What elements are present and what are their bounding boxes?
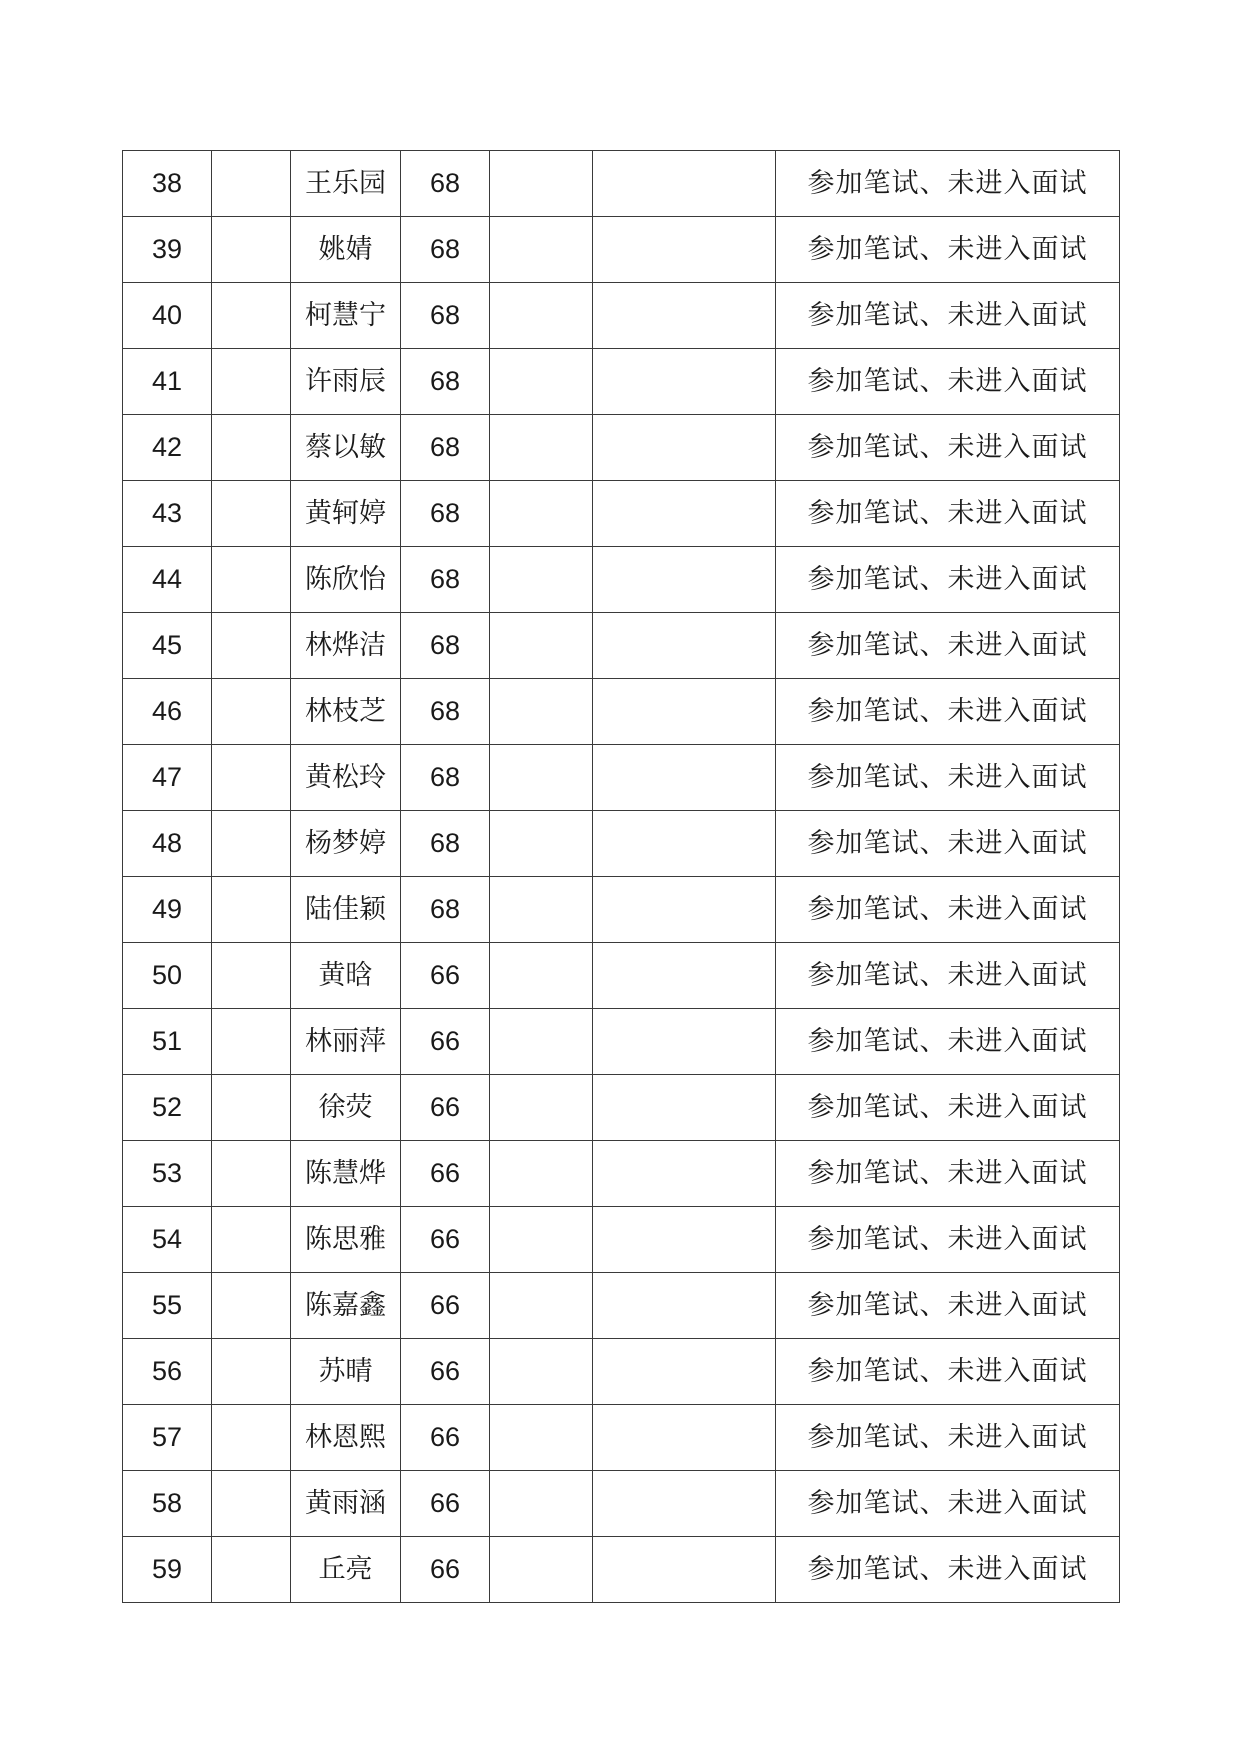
empty-cell bbox=[212, 811, 291, 877]
empty-cell bbox=[593, 1273, 776, 1339]
score-cell: 68 bbox=[401, 877, 490, 943]
empty-cell bbox=[490, 151, 593, 217]
empty-cell bbox=[490, 877, 593, 943]
empty-cell bbox=[212, 1471, 291, 1537]
results-table bbox=[122, 150, 1120, 1603]
score-cell: 68 bbox=[401, 151, 490, 217]
remark-cell: 参加笔试、未进入面试 bbox=[776, 613, 1120, 679]
table-row bbox=[123, 1009, 1120, 1075]
name-cell: 杨梦婷 bbox=[291, 811, 401, 877]
empty-cell bbox=[212, 1009, 291, 1075]
table-row bbox=[123, 415, 1120, 481]
row-number-cell: 38 bbox=[123, 151, 212, 217]
name-cell: 蔡以敏 bbox=[291, 415, 401, 481]
score-cell: 68 bbox=[401, 613, 490, 679]
score-cell: 66 bbox=[401, 1009, 490, 1075]
table-row bbox=[123, 943, 1120, 1009]
table-row bbox=[123, 283, 1120, 349]
row-number-cell: 57 bbox=[123, 1405, 212, 1471]
name-cell: 黄晗 bbox=[291, 943, 401, 1009]
table-row bbox=[123, 1273, 1120, 1339]
empty-cell bbox=[212, 1207, 291, 1273]
score-cell: 68 bbox=[401, 547, 490, 613]
table-row bbox=[123, 349, 1120, 415]
empty-cell bbox=[490, 415, 593, 481]
name-cell: 林恩熙 bbox=[291, 1405, 401, 1471]
empty-cell bbox=[212, 1075, 291, 1141]
score-cell: 68 bbox=[401, 811, 490, 877]
row-number-cell: 40 bbox=[123, 283, 212, 349]
empty-cell bbox=[490, 217, 593, 283]
row-number-cell: 50 bbox=[123, 943, 212, 1009]
remark-cell: 参加笔试、未进入面试 bbox=[776, 1075, 1120, 1141]
empty-cell bbox=[593, 547, 776, 613]
score-cell: 66 bbox=[401, 1339, 490, 1405]
empty-cell bbox=[212, 1537, 291, 1603]
empty-cell bbox=[212, 217, 291, 283]
empty-cell bbox=[593, 1141, 776, 1207]
empty-cell bbox=[593, 151, 776, 217]
empty-cell bbox=[490, 1405, 593, 1471]
remark-cell: 参加笔试、未进入面试 bbox=[776, 1471, 1120, 1537]
empty-cell bbox=[212, 613, 291, 679]
remark-cell: 参加笔试、未进入面试 bbox=[776, 349, 1120, 415]
empty-cell bbox=[593, 1537, 776, 1603]
score-cell: 68 bbox=[401, 415, 490, 481]
name-cell: 陈思雅 bbox=[291, 1207, 401, 1273]
row-number-cell: 52 bbox=[123, 1075, 212, 1141]
row-number-cell: 45 bbox=[123, 613, 212, 679]
remark-cell: 参加笔试、未进入面试 bbox=[776, 481, 1120, 547]
remark-cell: 参加笔试、未进入面试 bbox=[776, 547, 1120, 613]
table-row bbox=[123, 811, 1120, 877]
table-row bbox=[123, 481, 1120, 547]
table-row bbox=[123, 1141, 1120, 1207]
row-number-cell: 47 bbox=[123, 745, 212, 811]
table-row bbox=[123, 745, 1120, 811]
empty-cell bbox=[212, 1405, 291, 1471]
row-number-cell: 39 bbox=[123, 217, 212, 283]
table-row bbox=[123, 613, 1120, 679]
row-number-cell: 59 bbox=[123, 1537, 212, 1603]
table-row bbox=[123, 547, 1120, 613]
row-number-cell: 49 bbox=[123, 877, 212, 943]
table-row bbox=[123, 679, 1120, 745]
remark-cell: 参加笔试、未进入面试 bbox=[776, 1273, 1120, 1339]
empty-cell bbox=[593, 481, 776, 547]
name-cell: 姚婧 bbox=[291, 217, 401, 283]
remark-cell: 参加笔试、未进入面试 bbox=[776, 1537, 1120, 1603]
score-cell: 68 bbox=[401, 481, 490, 547]
empty-cell bbox=[593, 1207, 776, 1273]
name-cell: 陆佳颖 bbox=[291, 877, 401, 943]
name-cell: 陈欣怡 bbox=[291, 547, 401, 613]
empty-cell bbox=[212, 1339, 291, 1405]
empty-cell bbox=[490, 481, 593, 547]
empty-cell bbox=[490, 349, 593, 415]
empty-cell bbox=[490, 943, 593, 1009]
empty-cell bbox=[212, 547, 291, 613]
row-number-cell: 41 bbox=[123, 349, 212, 415]
remark-cell: 参加笔试、未进入面试 bbox=[776, 217, 1120, 283]
name-cell: 柯慧宁 bbox=[291, 283, 401, 349]
name-cell: 许雨辰 bbox=[291, 349, 401, 415]
name-cell: 苏晴 bbox=[291, 1339, 401, 1405]
empty-cell bbox=[490, 613, 593, 679]
row-number-cell: 55 bbox=[123, 1273, 212, 1339]
remark-cell: 参加笔试、未进入面试 bbox=[776, 1405, 1120, 1471]
name-cell: 陈嘉鑫 bbox=[291, 1273, 401, 1339]
empty-cell bbox=[593, 943, 776, 1009]
empty-cell bbox=[593, 217, 776, 283]
empty-cell bbox=[593, 679, 776, 745]
name-cell: 陈慧烨 bbox=[291, 1141, 401, 1207]
empty-cell bbox=[490, 1273, 593, 1339]
score-cell: 68 bbox=[401, 283, 490, 349]
empty-cell bbox=[490, 1075, 593, 1141]
row-number-cell: 54 bbox=[123, 1207, 212, 1273]
empty-cell bbox=[212, 877, 291, 943]
name-cell: 林丽萍 bbox=[291, 1009, 401, 1075]
empty-cell bbox=[593, 877, 776, 943]
empty-cell bbox=[490, 1537, 593, 1603]
remark-cell: 参加笔试、未进入面试 bbox=[776, 1207, 1120, 1273]
name-cell: 黄松玲 bbox=[291, 745, 401, 811]
remark-cell: 参加笔试、未进入面试 bbox=[776, 679, 1120, 745]
empty-cell bbox=[212, 151, 291, 217]
empty-cell bbox=[212, 1273, 291, 1339]
empty-cell bbox=[593, 349, 776, 415]
empty-cell bbox=[593, 613, 776, 679]
empty-cell bbox=[593, 1405, 776, 1471]
empty-cell bbox=[212, 415, 291, 481]
name-cell: 黄轲婷 bbox=[291, 481, 401, 547]
empty-cell bbox=[212, 679, 291, 745]
empty-cell bbox=[212, 943, 291, 1009]
empty-cell bbox=[593, 283, 776, 349]
row-number-cell: 58 bbox=[123, 1471, 212, 1537]
row-number-cell: 51 bbox=[123, 1009, 212, 1075]
empty-cell bbox=[490, 679, 593, 745]
remark-cell: 参加笔试、未进入面试 bbox=[776, 811, 1120, 877]
row-number-cell: 42 bbox=[123, 415, 212, 481]
score-cell: 66 bbox=[401, 1075, 490, 1141]
remark-cell: 参加笔试、未进入面试 bbox=[776, 1009, 1120, 1075]
score-cell: 66 bbox=[401, 1273, 490, 1339]
table-row bbox=[123, 877, 1120, 943]
empty-cell bbox=[593, 745, 776, 811]
empty-cell bbox=[593, 1339, 776, 1405]
empty-cell bbox=[593, 415, 776, 481]
remark-cell: 参加笔试、未进入面试 bbox=[776, 745, 1120, 811]
results-table-body bbox=[123, 151, 1120, 1603]
table-row bbox=[123, 1537, 1120, 1603]
name-cell: 黄雨涵 bbox=[291, 1471, 401, 1537]
remark-cell: 参加笔试、未进入面试 bbox=[776, 877, 1120, 943]
empty-cell bbox=[490, 547, 593, 613]
name-cell: 林烨洁 bbox=[291, 613, 401, 679]
remark-cell: 参加笔试、未进入面试 bbox=[776, 415, 1120, 481]
table-row bbox=[123, 1207, 1120, 1273]
empty-cell bbox=[212, 283, 291, 349]
row-number-cell: 53 bbox=[123, 1141, 212, 1207]
score-cell: 66 bbox=[401, 1471, 490, 1537]
empty-cell bbox=[490, 1339, 593, 1405]
empty-cell bbox=[593, 1471, 776, 1537]
row-number-cell: 44 bbox=[123, 547, 212, 613]
empty-cell bbox=[490, 1471, 593, 1537]
score-cell: 66 bbox=[401, 1537, 490, 1603]
remark-cell: 参加笔试、未进入面试 bbox=[776, 1339, 1120, 1405]
remark-cell: 参加笔试、未进入面试 bbox=[776, 943, 1120, 1009]
table-row bbox=[123, 1339, 1120, 1405]
row-number-cell: 46 bbox=[123, 679, 212, 745]
name-cell: 王乐园 bbox=[291, 151, 401, 217]
row-number-cell: 43 bbox=[123, 481, 212, 547]
row-number-cell: 56 bbox=[123, 1339, 212, 1405]
empty-cell bbox=[490, 283, 593, 349]
table-row bbox=[123, 1471, 1120, 1537]
remark-cell: 参加笔试、未进入面试 bbox=[776, 151, 1120, 217]
table-row bbox=[123, 1075, 1120, 1141]
empty-cell bbox=[212, 1141, 291, 1207]
score-cell: 66 bbox=[401, 1405, 490, 1471]
empty-cell bbox=[212, 745, 291, 811]
empty-cell bbox=[212, 481, 291, 547]
name-cell: 丘亮 bbox=[291, 1537, 401, 1603]
score-cell: 66 bbox=[401, 943, 490, 1009]
empty-cell bbox=[593, 811, 776, 877]
score-cell: 68 bbox=[401, 217, 490, 283]
score-cell: 68 bbox=[401, 745, 490, 811]
score-cell: 66 bbox=[401, 1141, 490, 1207]
score-cell: 66 bbox=[401, 1207, 490, 1273]
score-cell: 68 bbox=[401, 679, 490, 745]
empty-cell bbox=[490, 1009, 593, 1075]
empty-cell bbox=[212, 349, 291, 415]
empty-cell bbox=[490, 811, 593, 877]
score-cell: 68 bbox=[401, 349, 490, 415]
table-row bbox=[123, 1405, 1120, 1471]
name-cell: 徐荧 bbox=[291, 1075, 401, 1141]
remark-cell: 参加笔试、未进入面试 bbox=[776, 1141, 1120, 1207]
row-number-cell: 48 bbox=[123, 811, 212, 877]
empty-cell bbox=[490, 745, 593, 811]
table-row bbox=[123, 151, 1120, 217]
table-row bbox=[123, 217, 1120, 283]
empty-cell bbox=[593, 1075, 776, 1141]
remark-cell: 参加笔试、未进入面试 bbox=[776, 283, 1120, 349]
empty-cell bbox=[490, 1207, 593, 1273]
name-cell: 林枝芝 bbox=[291, 679, 401, 745]
empty-cell bbox=[490, 1141, 593, 1207]
empty-cell bbox=[593, 1009, 776, 1075]
